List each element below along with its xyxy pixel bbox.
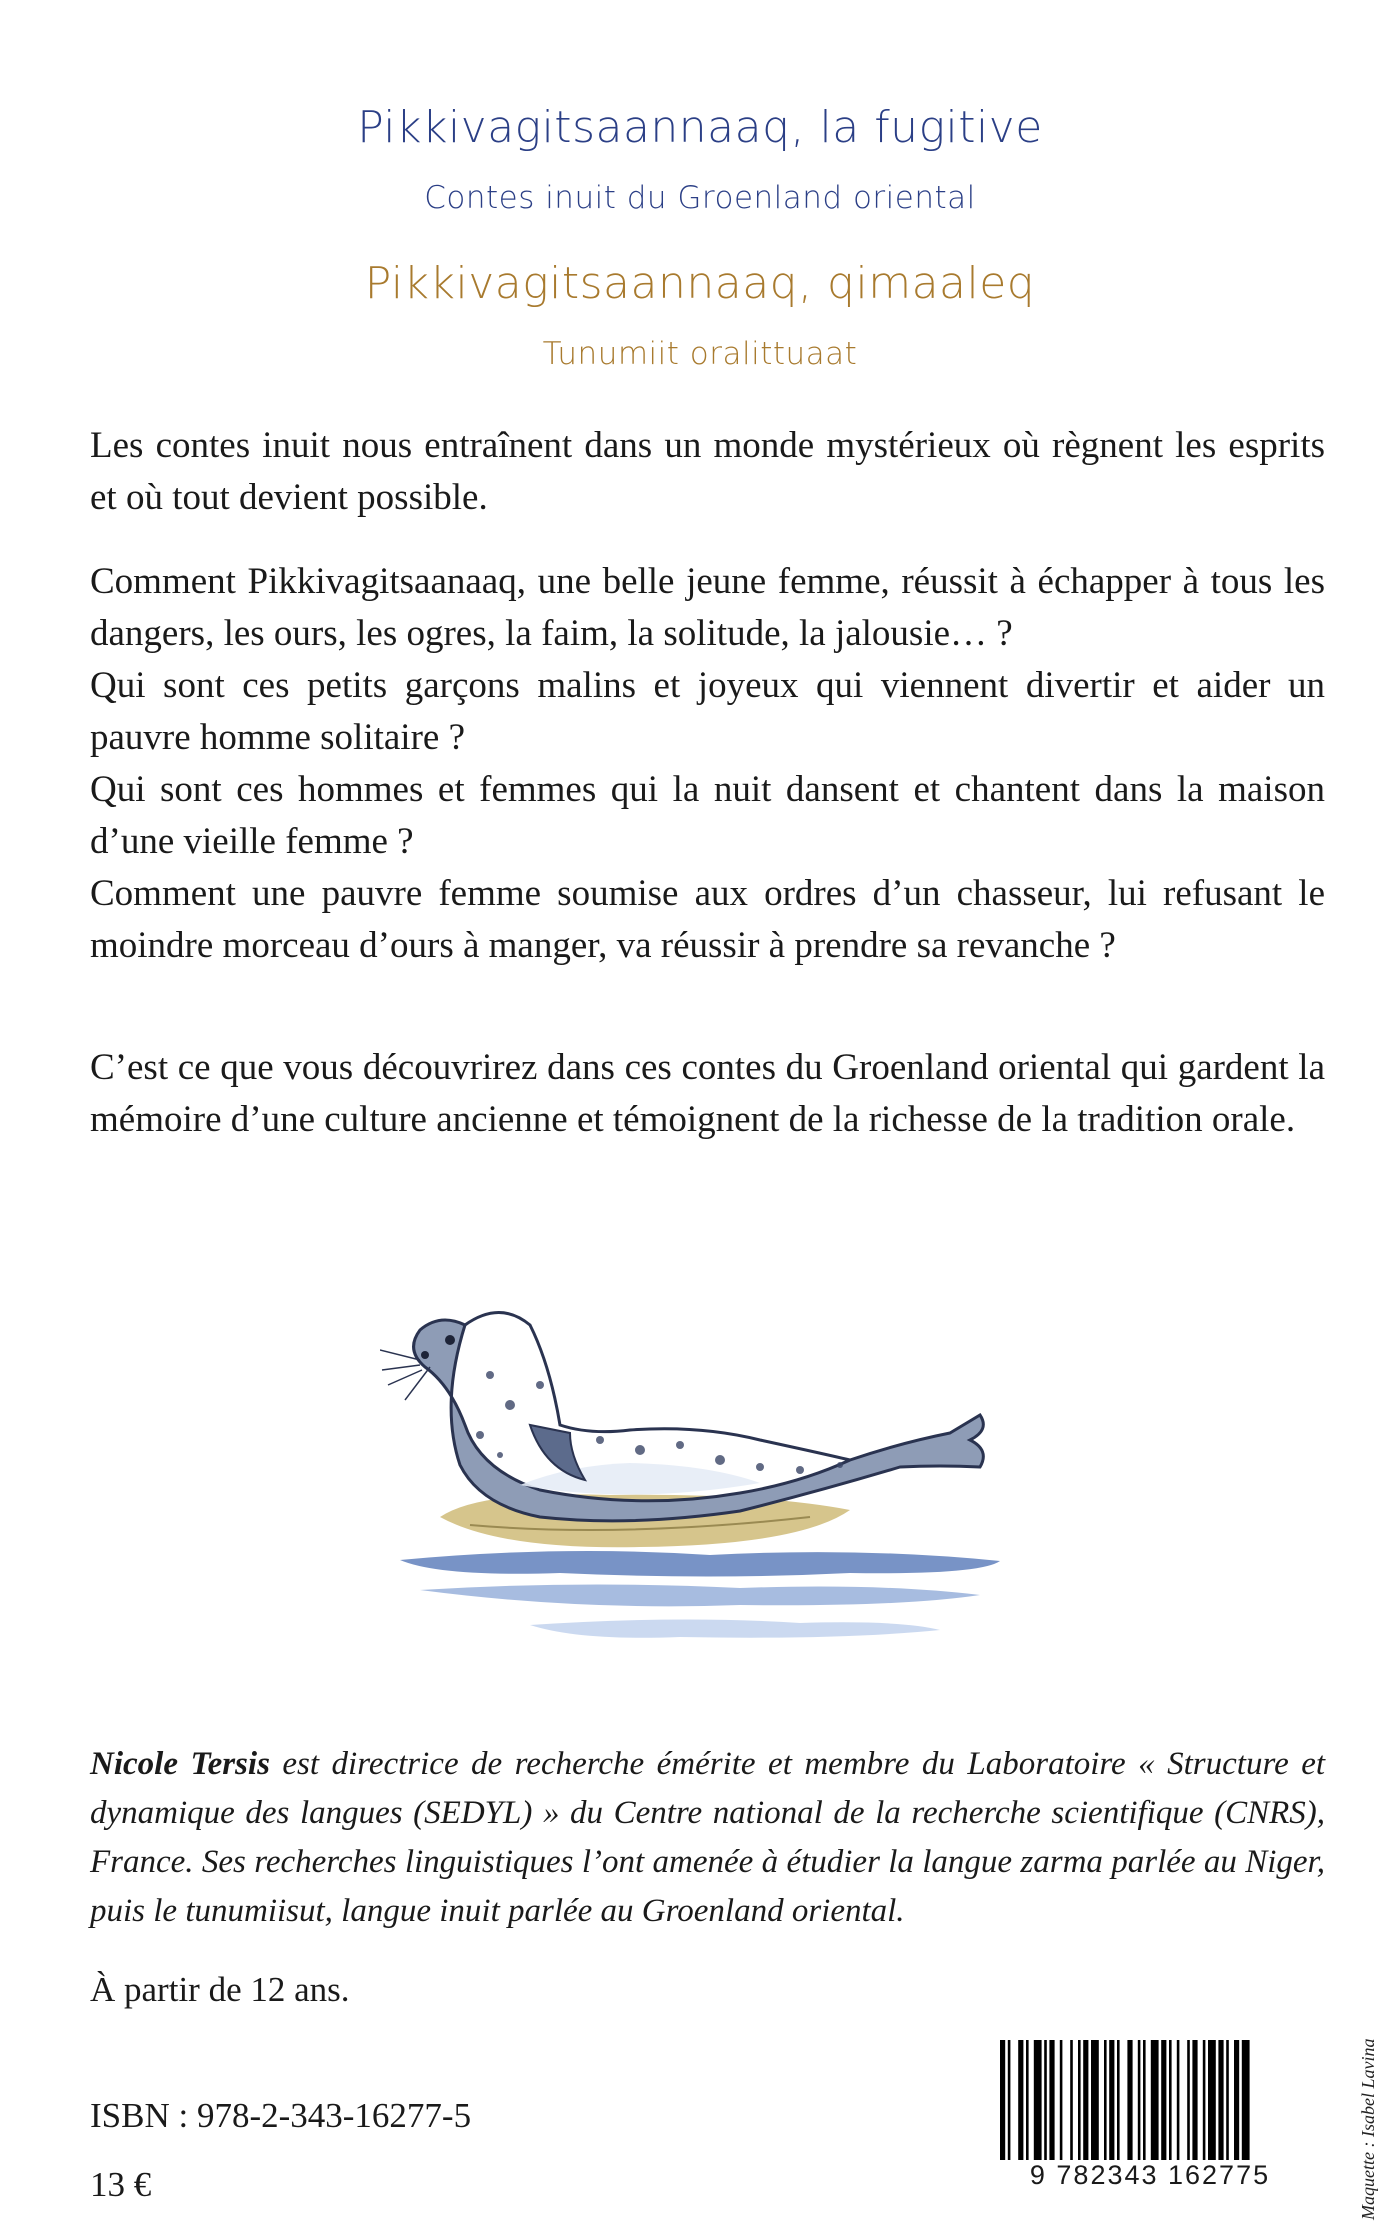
closing-paragraph: [90, 1042, 1325, 1146]
author-name: Nicole Tersis: [90, 1746, 270, 1782]
french-title: Pikkivagitsaannaaq, la fugitive: [357, 102, 1043, 153]
design-credit: Maquette : Isabel Lavina: [1358, 2038, 1378, 2220]
greenlandic-title: Pikkivagitsaannaaq, qimaaleq: [364, 258, 1036, 309]
question-line: Comment une pauvre femme soumise aux ordres d’un chasseur, lui refusant le moindre morceau d’ours à manger, va réussir à prendre sa revanche ?: [90, 873, 1325, 966]
isbn: ISBN : 978-2-343-16277-5: [90, 2096, 472, 2135]
closing-text: C’est ce que vous découvrirez dans ces contes du Groenland oriental qui gardent la mémoire d’une culture ancienne et témoignent de la richesse de la tradition orale.: [90, 1047, 1325, 1140]
barcode-digits: 9 782343 162775: [975, 2160, 1325, 2191]
questions-paragraph: [90, 556, 1325, 972]
question-line: Qui sont ces petits garçons malins et joyeux qui viennent divertir et aider un pauvre homme solitaire ?: [90, 665, 1325, 758]
price: 13 €: [90, 2165, 152, 2204]
author-bio-text: est directrice de recherche émérite et membre du Laboratoire « Structure et dynamique des langues (SEDYL) » du Centre national de la recherche scientifique (CNRS), France. Ses recherches linguistiques l’ont amenée à étudier la langue zarma parlée au Niger, puis le tunumiisut, langue inuit parlée au Groenland oriental.: [90, 1746, 1326, 1929]
barcode-icon: [982, 2030, 1322, 2220]
intro-text: Les contes inuit nous entraînent dans un monde mystérieux où règnent les esprits et où tout devient possible.: [90, 425, 1325, 518]
french-subtitle: Contes inuit du Groenland oriental: [424, 180, 976, 216]
intro-paragraph: [90, 420, 1325, 524]
seal-watercolor-icon: [380, 1255, 1040, 1685]
author-bio: [90, 1740, 1325, 1936]
question-line: Qui sont ces hommes et femmes qui la nuit dansent et chantent dans la maison d’une vieille femme ?: [90, 769, 1325, 862]
greenlandic-subtitle: Tunumiit oralittuaat: [542, 336, 858, 372]
age-recommendation: À partir de 12 ans.: [90, 1970, 350, 2009]
question-line: Comment Pikkivagitsaanaaq, une belle jeune femme, réussit à échapper à tous les dangers, les ours, les ogres, la faim, la solitude, la jalousie… ?: [90, 561, 1325, 654]
